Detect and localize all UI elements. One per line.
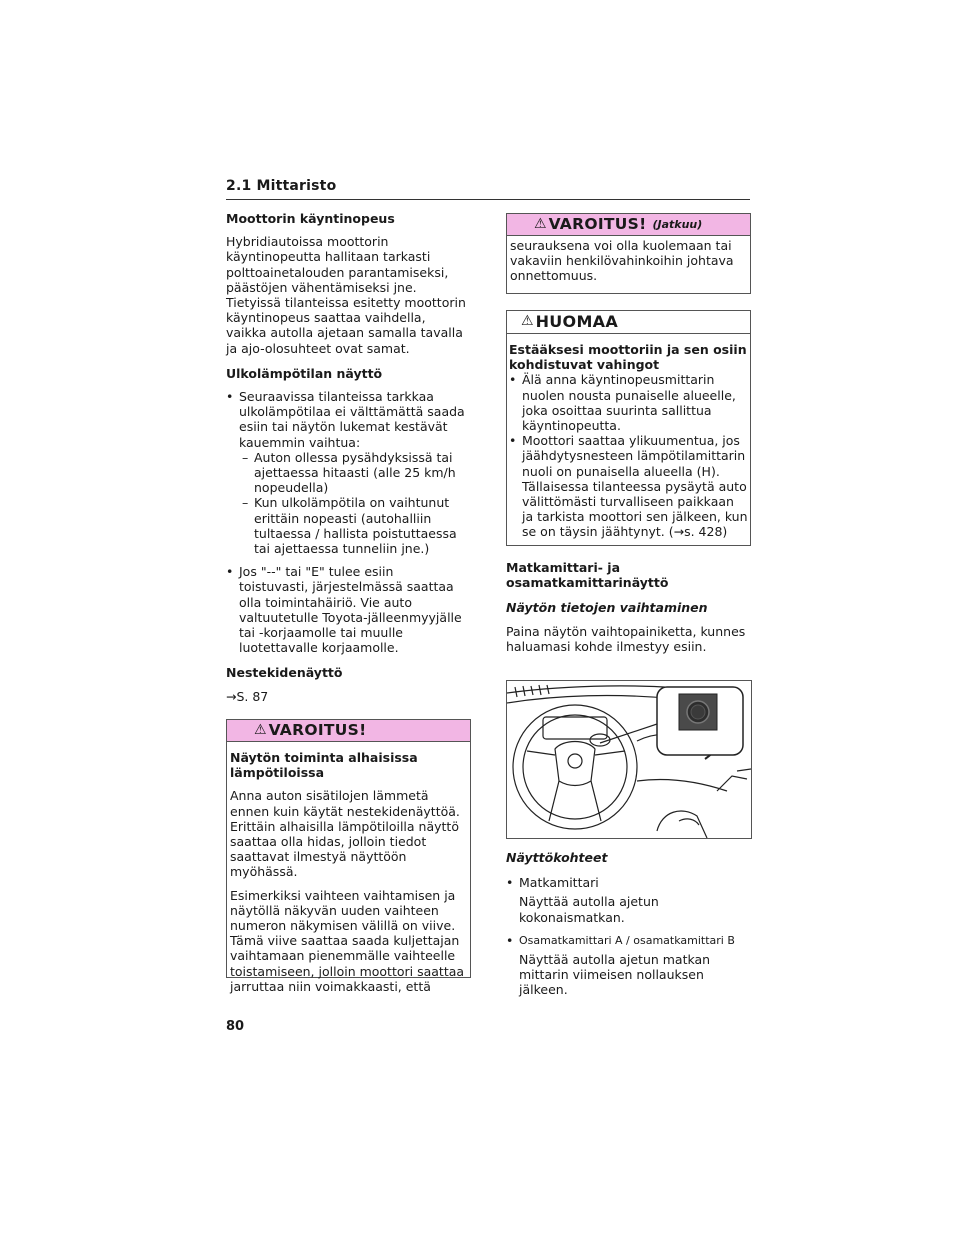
notice-subtitle: Estääksesi moottoriin ja sen osiin kohdistuvat vahingot bbox=[509, 342, 747, 373]
temp-dash-1: – Auton ollessa pysähdyksissä tai ajettaessa hitaasti (alle 25 km/h nopeudella) bbox=[226, 450, 466, 496]
warning-subtitle: Näytön toiminta alhaisissa lämpötiloissa bbox=[230, 750, 418, 781]
lcd-reference-link[interactable]: →S. 87 bbox=[226, 688, 269, 704]
temp-heading: Ulkolämpötilan näyttö bbox=[226, 365, 383, 381]
warning-paragraph-1: Anna auton sisätilojen lämmetä ennen kuin käytät nestekidenäyttöä. Erittäin alhaisilla lämpötiloilla näyttö saattaa olla hidas, jolloin tiedot saattavat ilmestyä näyttöön myöhässä. bbox=[230, 788, 460, 880]
item-odometer-label: Matkamittari bbox=[519, 875, 599, 891]
section-header: 2.1 Mittaristo bbox=[226, 178, 337, 194]
warning-title: VAROITUS! bbox=[268, 720, 367, 739]
odometer-section bbox=[506, 560, 750, 654]
notice-bullet-1-text: Älä anna käyntinopeusmittarin nuolen nousta punaiselle alueelle, joka osoittaa suurinta sallittua käyntinopeutta. bbox=[522, 372, 736, 434]
warning-triangle-icon: ⚠ bbox=[534, 215, 547, 232]
item-odometer: • Matkamittari bbox=[506, 875, 750, 890]
temp-bullet-1: • Seuraavissa tilanteissa tarkkaa ulkolämpötilaa ei välttämättä saada esiin tai näytön lukemat kestävät kauemmin vaihtua: bbox=[226, 389, 465, 450]
display-items-section bbox=[506, 850, 750, 998]
item-trip-meter-label: Osamatkamittari A / osamatkamittari B bbox=[519, 933, 735, 947]
warning-continued-text: seurauksena voi olla kuolemaan tai vakaviin henkilövahinkoihin johtava onnettomuus. bbox=[510, 238, 734, 284]
header-divider bbox=[226, 199, 750, 200]
warning-header bbox=[227, 720, 470, 742]
switch-subheading: Näytön tietojen vaihtaminen bbox=[506, 600, 708, 616]
warning-continued-body bbox=[507, 236, 750, 284]
temp-dash-2-text: Kun ulkolämpötila on vaihtunut erittäin nopeasti (autohalliin tultaessa / hallista poistuttaessa tai ajettaessa tunneliin jne.) bbox=[254, 495, 457, 557]
dashboard-illustration bbox=[506, 680, 752, 839]
warning-body bbox=[227, 742, 470, 994]
notice-title: HUOMAA bbox=[535, 312, 619, 332]
item-odometer-text: Näyttää autolla ajetun kokonaismatkan. bbox=[519, 894, 659, 925]
notice-triangle-icon: ⚠ bbox=[521, 313, 534, 330]
temp-bullet-2-text: Jos "--" tai "E" tulee esiin toistuvasti, järjestelmässä saattaa olla toimintahäiriö. Vie auto valtuutetulle Toyota-jälleenmyyjälle tai -korjaamolle tai muulle luotettavalle korjaamolle. bbox=[239, 564, 462, 656]
odometer-heading: Matkamittari- ja osamatkamittarinäyttö bbox=[506, 560, 669, 591]
item-trip-meter-text: Näyttää autolla ajetun matkan mittarin viimeisen nollauksen jälkeen. bbox=[519, 952, 711, 998]
notice-header bbox=[507, 311, 750, 334]
warning-continued-header bbox=[507, 214, 750, 236]
page-number: 80 bbox=[226, 1019, 245, 1034]
item-trip-meter: • Osamatkamittari A / osamatkamittari B bbox=[506, 933, 750, 948]
left-column bbox=[226, 211, 466, 704]
dashboard-drawing bbox=[507, 681, 751, 838]
temp-dash-1-text: Auton ollessa pysähdyksissä tai ajettaessa hitaasti (alle 25 km/h nopeudella) bbox=[254, 449, 456, 496]
switch-paragraph: Paina näytön vaihtopainiketta, kunnes haluamasi kohde ilmestyy esiin. bbox=[506, 623, 746, 654]
warning-box bbox=[226, 719, 471, 994]
notice-body bbox=[507, 334, 750, 540]
notice-bullet-2-text: Moottori saattaa ylikuumentua, jos jäähdytysnesteen lämpötilamittarin nuoli on punaisella alueella (H). Tällaisessa tilanteessa pysäytä auto välittömästi turvalliseen paikkaan ja tarkista moottori sen jälkeen, kun se on täysin jäähtynyt. (→s. 428) bbox=[522, 433, 748, 540]
temp-bullet-1-text: Seuraavissa tilanteissa tarkkaa ulkolämpötilaa ei välttämättä saada esiin tai näytön lukemat kestävät kauemmin vaihtua: bbox=[239, 389, 465, 450]
notice-box bbox=[506, 310, 751, 546]
warning-triangle-icon: ⚠ bbox=[254, 721, 267, 738]
rpm-paragraph: Hybridiautoissa moottorin käyntinopeutta hallitaan tarkasti polttoainetalouden parantamiseksi, päästöjen vähentämiseksi jne. Tietyissä tilanteissa esitetty moottorin käyntinopeus saattaa vaihdella, vaikka autolla ajetaan samalla tavalla ja ajo-olosuhteet ovat samat. bbox=[226, 234, 466, 356]
lcd-heading: Nestekidenäyttö bbox=[226, 665, 343, 681]
notice-bullet-1: • Älä anna käyntinopeusmittarin nuolen nousta punaiselle alueelle, joka osoittaa suurinta sallittua käyntinopeutta. bbox=[509, 372, 748, 433]
notice-bullet-2: • Moottori saattaa ylikuumentua, jos jäähdytysnesteen lämpötilamittarin nuoli on punaisella alueella (H). Tällaisessa tilanteessa pysäytä auto välittömästi turvalliseen paikkaan ja tarkista moottori sen jälkeen, kun se on täysin jäähtynyt. (→s. 428) bbox=[509, 433, 748, 540]
warning-continued-label: (Jatkuu) bbox=[652, 217, 703, 231]
warning-paragraph-2: Esimerkiksi vaihteen vaihtamisen ja näytöllä näkyvän uuden vaihteen numeron näkymisen välillä on viive. Tämä viive saattaa saada kuljettajan vaihtamaan pienemmälle vaihteelle toistamiseen, jolloin moottori saattaa jarruttaa niin voimakkaasti, että bbox=[230, 887, 465, 994]
warning-continued-box bbox=[506, 213, 751, 294]
temp-dash-2: – Kun ulkolämpötila on vaihtunut erittäin nopeasti (autohalliin tultaessa / hallista poistuttaessa tai ajettaessa tunneliin jne.) bbox=[226, 495, 466, 556]
temp-bullet-2: • Jos "--" tai "E" tulee esiin toistuvasti, järjestelmässä saattaa olla toimintahäiriö. Vie auto valtuutetulle Toyota-jälleenmyyjälle tai -korjaamolle tai muulle luotettavalle korjaamolle. bbox=[226, 564, 466, 655]
display-items-heading: Näyttökohteet bbox=[506, 850, 608, 865]
warning-continued-title: VAROITUS! bbox=[548, 214, 647, 233]
rpm-heading: Moottorin käyntinopeus bbox=[226, 211, 395, 226]
